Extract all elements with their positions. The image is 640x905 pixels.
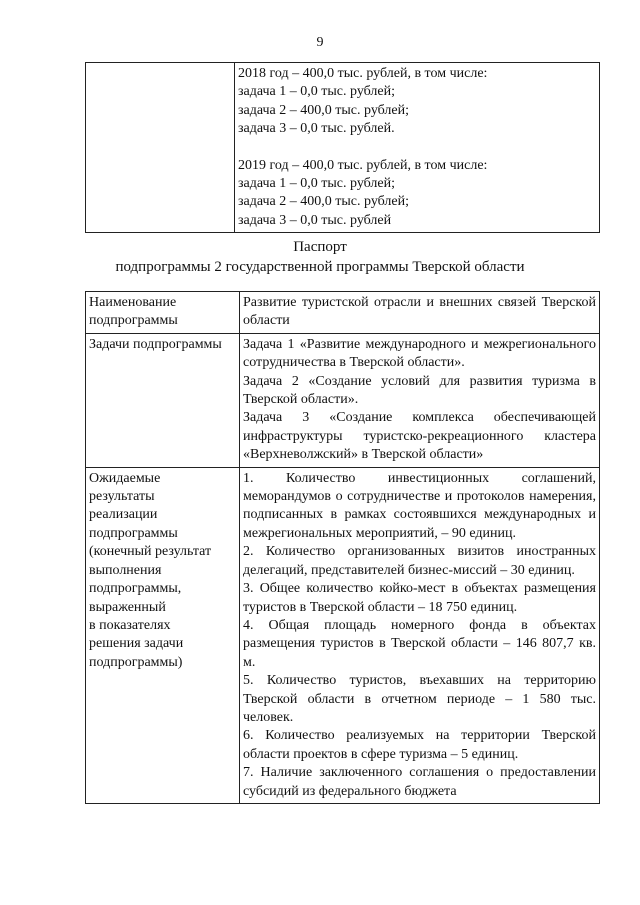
result-item: 4. Общая площадь номерного фонда в объектах размещения туристов в Тверской области – 146 807,7 кв. м. [243,617,596,670]
row-label [86,292,240,334]
row-label [86,467,240,803]
result-item: 3. Общее количество койко-мест в объектах размещения туристов в Тверской области – 18 750 единиц. [243,581,596,615]
funding-line: задача 1 – 0,0 тыс. рублей; [238,84,396,100]
label-line: Ожидаемые [89,470,161,486]
label-line: подпрограммы [89,313,178,329]
label-line: выраженный [89,599,166,615]
tasks-value [240,333,600,467]
passport-title: Паспорт [293,239,347,255]
funding-line: задача 1 – 0,0 тыс. рублей; [238,176,396,192]
funding-line: задача 3 – 0,0 тыс. рублей. [238,121,395,137]
table-row [86,63,600,233]
label-line: подпрограммы) [89,654,183,670]
results-value [240,467,600,803]
label-line: решения задачи [89,636,184,652]
passport-table [85,291,600,804]
label-line: Наименование [89,295,177,310]
passport-heading [0,237,640,277]
task-item: Задача 2 «Создание условий для развития туризма в Тверской области». [243,373,596,408]
page-number: 9 [316,35,324,50]
task-item: Задача 3 «Создание комплекса обеспечивающей инфраструктуры туристско-рекреационного кластера «Верхневолжский» в Тверской области» [243,410,596,463]
funding-line: задача 2 – 400,0 тыс. рублей; [238,102,410,118]
label-line: (конечный результат [89,544,212,560]
label-line: в показателях [89,617,171,633]
table-row [86,467,600,803]
empty-label-cell [86,63,235,233]
funding-line: 2019 год – 400,0 тыс. рублей, в том числе: [238,157,488,173]
label-line: реализации [89,507,158,523]
spacer [238,139,596,157]
result-item: 6. Количество реализуемых на территории Тверской области проектов в сфере туризма – 5 единиц. [243,728,596,762]
table-row [86,292,600,334]
funding-line: задача 3 – 0,0 тыс. рублей [238,212,392,228]
row-label [86,333,240,467]
result-item: 5. Количество туристов, въехавших на территорию Тверской области в отчетном периоде – 1 580 тыс. человек. [243,673,596,725]
label-line: выполнения [89,562,162,578]
task-item: Задача 1 «Развитие международного и межрегионального сотрудничества в Тверской области». [243,336,596,371]
label-line: Задачи подпрограммы [89,336,222,352]
label-line: подпрограммы [89,525,178,541]
funding-cell [235,63,600,233]
result-item: 1. Количество инвестиционных соглашений, меморандумов о сотрудничестве и протоколов намерения, подписанных в рамках состоявшихся международных и межрегиональных мероприятий, – 90 единиц. [243,470,596,541]
result-item: 2. Количество организованных визитов иностранных делегаций, представителей бизнес-миссий – 30 единиц. [243,544,596,578]
passport-subtitle: подпрограммы 2 государственной программы Тверской области [115,259,525,275]
funding-continuation-table [85,62,600,233]
label-line: результаты [89,489,155,505]
result-item: 7. Наличие заключенного соглашения о предоставлении субсидий из федерального бюджета [243,765,596,799]
label-line: подпрограммы, [89,581,182,597]
table-row [86,333,600,467]
funding-line: задача 2 – 400,0 тыс. рублей; [238,194,410,210]
subprogram-name-value: Развитие туристской отрасли и внешних связей Тверской области [240,292,600,334]
funding-line: 2018 год – 400,0 тыс. рублей, в том числе: [238,66,488,81]
